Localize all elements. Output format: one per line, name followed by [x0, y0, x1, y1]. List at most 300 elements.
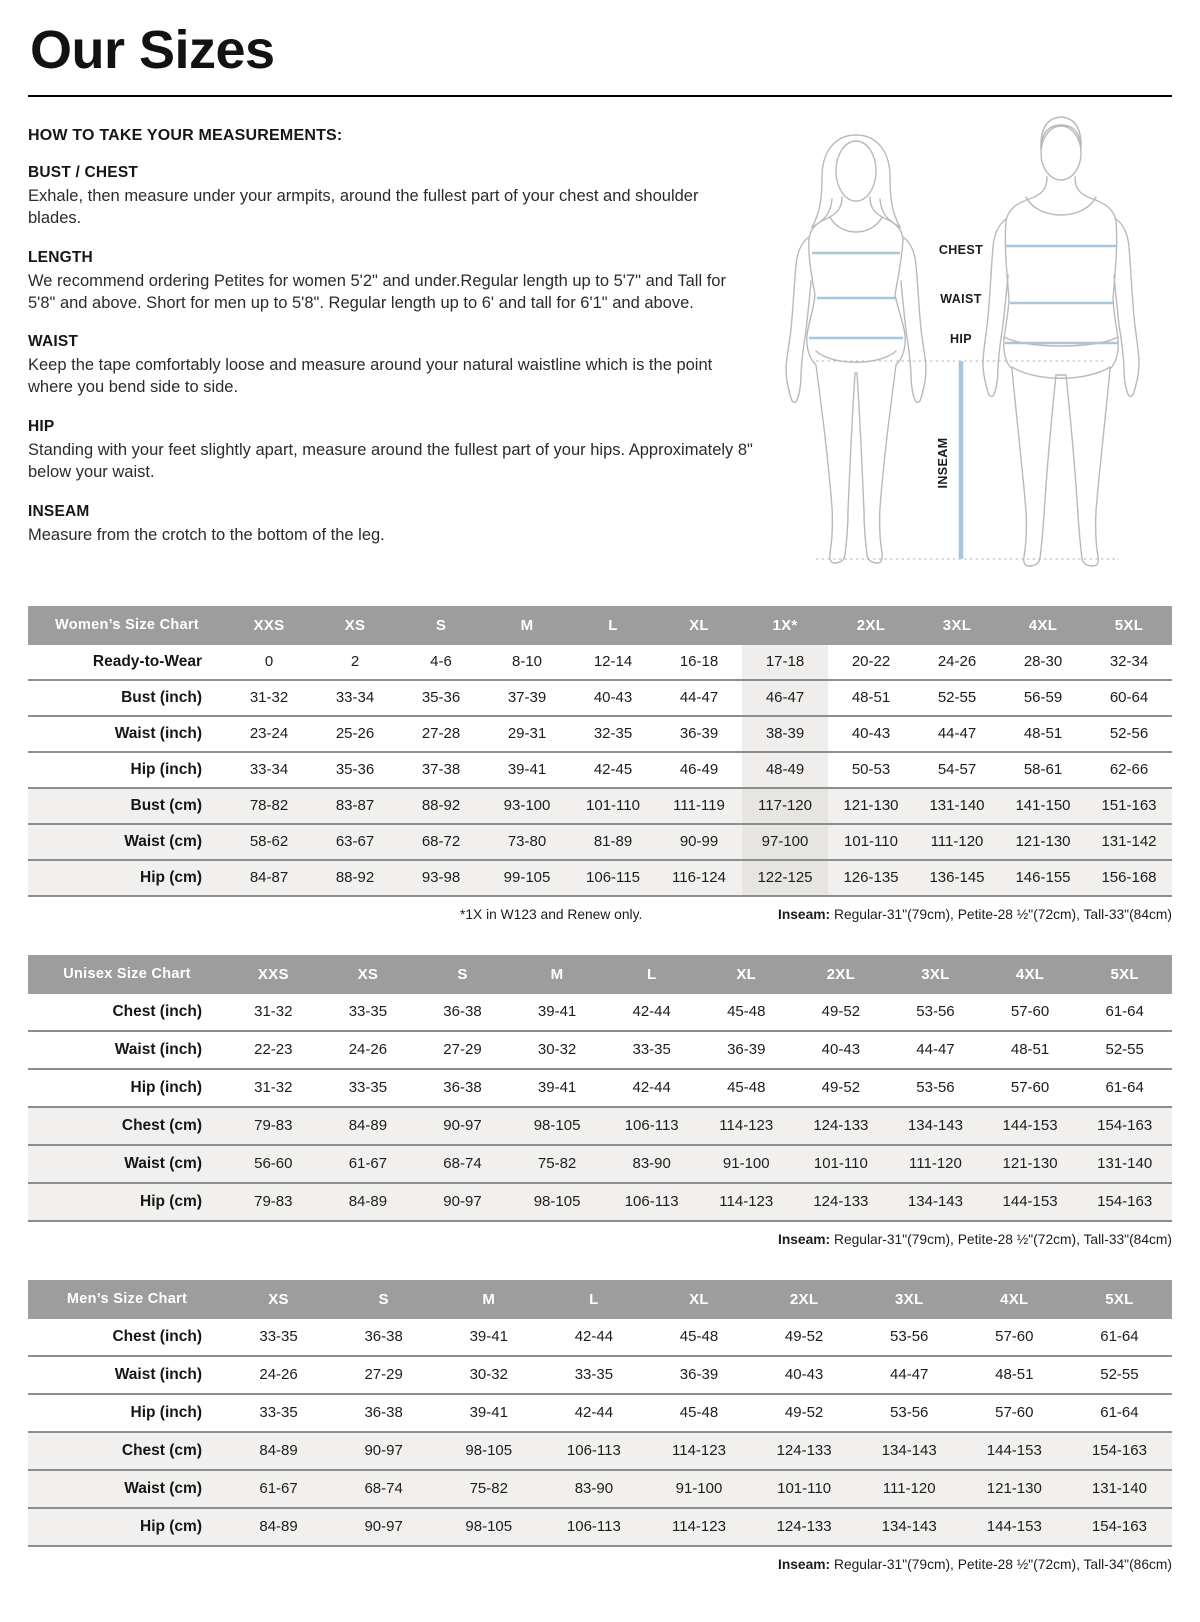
- size-cell: 68-74: [364, 1480, 403, 1498]
- size-cell: 12-14: [593, 653, 633, 671]
- size-cell: 97-100: [742, 824, 828, 860]
- size-column-header: S: [398, 606, 484, 645]
- size-column-header: 4XL: [962, 1280, 1067, 1319]
- size-cell: 114-123: [719, 1117, 774, 1135]
- size-cell: 58-61: [1023, 761, 1063, 779]
- table-footnote: [28, 907, 1172, 925]
- table-row: [28, 1508, 1172, 1546]
- size-cell: 50-53: [851, 761, 891, 779]
- row-label: Hip (cm): [140, 1517, 202, 1535]
- size-cell: 144-153: [1002, 1193, 1058, 1211]
- row-label: Waist (cm): [124, 1479, 202, 1497]
- womens-size-chart: [28, 606, 1172, 925]
- size-cell: 24-26: [348, 1041, 388, 1059]
- size-cell: 49-52: [784, 1404, 824, 1422]
- size-cell: 60-64: [1109, 689, 1149, 707]
- size-column-header: XS: [226, 1280, 331, 1319]
- size-cell: 39-41: [507, 761, 547, 779]
- size-cell: 124-133: [813, 1193, 869, 1211]
- chest-label: CHEST: [938, 242, 984, 257]
- size-column-header: M: [510, 955, 605, 994]
- size-column-header: 3XL: [888, 955, 983, 994]
- size-column-header: XS: [312, 606, 398, 645]
- table-row: [28, 1107, 1172, 1145]
- size-cell: 99-105: [503, 869, 551, 887]
- size-cell: 81-89: [593, 833, 633, 851]
- size-cell: 78-82: [249, 797, 289, 815]
- instruction-section: [28, 333, 768, 399]
- header-row: [28, 606, 1172, 645]
- size-column-header: 5XL: [1077, 955, 1172, 994]
- size-cell: 121-130: [1002, 1155, 1058, 1173]
- size-cell: 30-32: [537, 1041, 577, 1059]
- size-cell: 56-60: [254, 1155, 293, 1173]
- size-cell: 106-113: [624, 1117, 679, 1135]
- size-cell: 61-64: [1105, 1003, 1144, 1021]
- size-cell: 144-153: [1002, 1117, 1058, 1135]
- size-cell: 154-163: [1097, 1193, 1153, 1211]
- row-label: Chest (inch): [112, 1327, 202, 1345]
- title-divider: [28, 95, 1172, 97]
- size-column-header: XS: [321, 955, 416, 994]
- size-column-header: XL: [646, 1280, 751, 1319]
- size-column-header: 5XL: [1086, 606, 1172, 645]
- size-cell: 111-120: [909, 1155, 962, 1173]
- row-label: Waist (inch): [114, 724, 202, 742]
- size-cell: 79-83: [254, 1117, 293, 1135]
- size-cell: 40-43: [593, 689, 633, 707]
- size-cell: 30-32: [469, 1366, 508, 1384]
- size-cell: 45-48: [679, 1404, 719, 1422]
- size-column-header: S: [415, 955, 510, 994]
- size-cell: 36-38: [443, 1079, 482, 1097]
- size-cell: 73-80: [507, 833, 547, 851]
- size-cell: 35-36: [335, 761, 375, 779]
- size-cell: 27-28: [421, 725, 461, 743]
- row-label: Hip (inch): [130, 760, 202, 778]
- size-column-header: 2XL: [794, 955, 889, 994]
- size-cell: 39-41: [537, 1079, 577, 1097]
- table-row: [28, 860, 1172, 896]
- size-cell: 61-67: [348, 1155, 388, 1173]
- size-column-header: XL: [656, 606, 742, 645]
- table-footnote: [28, 1557, 1172, 1575]
- size-cell: 111-120: [930, 833, 984, 851]
- table-footnote: [28, 1232, 1172, 1250]
- size-cell: 33-35: [348, 1079, 388, 1097]
- footnote-inseam: Inseam: Regular-31"(79cm), Petite-28 ½"(72cm), Tall-34"(86cm): [777, 1556, 1172, 1572]
- size-cell: 88-92: [421, 797, 461, 815]
- instruction-body: Keep the tape comfortably loose and measure around your natural waistline which is the point where you bend side to side.: [28, 356, 713, 397]
- size-cell: 53-56: [916, 1003, 955, 1021]
- size-column-header: 1X*: [742, 606, 828, 645]
- footnote-inseam: Inseam: Regular-31"(79cm), Petite-28 ½"(72cm), Tall-33"(84cm): [777, 906, 1172, 922]
- size-cell: 98-105: [533, 1117, 581, 1135]
- size-cell: 39-41: [469, 1404, 508, 1422]
- instruction-title: HIP: [28, 418, 55, 436]
- size-cell: 83-90: [574, 1480, 614, 1498]
- size-cell: 79-83: [254, 1193, 293, 1211]
- size-column-header: XL: [699, 955, 794, 994]
- size-column-header: 4XL: [983, 955, 1078, 994]
- size-cell: 31-32: [254, 1079, 293, 1097]
- size-cell: 93-100: [503, 797, 551, 815]
- size-cell: 84-89: [348, 1117, 388, 1135]
- table-row: [28, 1031, 1172, 1069]
- size-cell: 36-38: [364, 1328, 403, 1346]
- size-cell: 8-10: [511, 653, 543, 671]
- size-cell: 39-41: [537, 1003, 577, 1021]
- inseam-label: INSEAM: [936, 437, 950, 489]
- size-cell: 32-34: [1109, 653, 1149, 671]
- size-cell: 62-66: [1109, 761, 1149, 779]
- size-cell: 27-29: [364, 1366, 403, 1384]
- size-cell: 38-39: [742, 716, 828, 752]
- size-cell: 131-140: [1097, 1155, 1153, 1173]
- size-cell: 44-47: [916, 1041, 955, 1059]
- size-cell: 134-143: [881, 1518, 937, 1536]
- size-cell: 126-135: [843, 869, 899, 887]
- size-column-header: S: [331, 1280, 436, 1319]
- row-label: Ready-to-Wear: [92, 652, 202, 670]
- size-cell: 46-49: [679, 761, 719, 779]
- size-cell: 28-30: [1023, 653, 1063, 671]
- instruction-title: BUST / CHEST: [28, 163, 139, 181]
- size-cell: 63-67: [335, 833, 375, 851]
- row-label: Chest (cm): [121, 1116, 202, 1134]
- size-cell: 56-59: [1023, 689, 1063, 707]
- footnote-inseam: Inseam: Regular-31"(79cm), Petite-28 ½"(72cm), Tall-33"(84cm): [777, 1231, 1172, 1247]
- size-cell: 154-163: [1091, 1518, 1147, 1536]
- table-row: [28, 680, 1172, 716]
- size-cell: 44-47: [890, 1366, 929, 1384]
- instruction-title: WAIST: [28, 333, 79, 351]
- unisex-size-chart: [28, 955, 1172, 1250]
- size-cell: 154-163: [1097, 1117, 1153, 1135]
- table-row: [28, 1145, 1172, 1183]
- size-cell: 29-31: [507, 725, 547, 743]
- size-cell: 144-153: [986, 1518, 1042, 1536]
- row-label: Hip (cm): [140, 868, 202, 886]
- how-to-heading: HOW TO TAKE YOUR MEASUREMENTS:: [28, 126, 343, 144]
- size-cell: 45-48: [727, 1079, 766, 1097]
- size-cell: 106-113: [624, 1193, 679, 1211]
- size-cell: 98-105: [465, 1518, 513, 1536]
- measurement-instructions: [28, 111, 768, 576]
- size-cell: 114-123: [672, 1518, 726, 1536]
- size-cell: 39-41: [469, 1328, 508, 1346]
- row-label: Waist (cm): [124, 832, 202, 850]
- size-column-header: 2XL: [752, 1280, 857, 1319]
- size-cell: 61-67: [259, 1480, 298, 1498]
- size-cell: 106-113: [566, 1518, 621, 1536]
- table-row: [28, 752, 1172, 788]
- page-title: Our Sizes: [30, 20, 275, 80]
- size-cell: 124-133: [776, 1442, 832, 1460]
- size-cell: 52-56: [1109, 725, 1149, 743]
- size-cell: 57-60: [995, 1328, 1034, 1346]
- size-cell: 111-119: [673, 797, 725, 815]
- row-label: Chest (inch): [112, 1002, 202, 1020]
- size-cell: 134-143: [907, 1193, 963, 1211]
- size-cell: 45-48: [727, 1003, 766, 1021]
- size-cell: 98-105: [465, 1442, 513, 1460]
- size-cell: 75-82: [537, 1155, 577, 1173]
- size-cell: 42-45: [593, 761, 633, 779]
- size-column-header: L: [570, 606, 656, 645]
- size-cell: 75-82: [469, 1480, 508, 1498]
- chart-title: Unisex Size Chart: [28, 955, 226, 994]
- size-cell: 48-51: [851, 689, 891, 707]
- instruction-body: Standing with your feet slightly apart, measure around the fullest part of your hips. Approximately 8" below your waist.: [28, 441, 753, 482]
- size-cell: 33-35: [348, 1003, 388, 1021]
- size-cell: 23-24: [249, 725, 289, 743]
- size-cell: 33-34: [249, 761, 289, 779]
- header-row: [28, 1280, 1172, 1319]
- size-cell: 114-123: [672, 1442, 726, 1460]
- row-label: Waist (inch): [114, 1365, 202, 1383]
- size-cell: 90-97: [443, 1193, 482, 1211]
- size-cell: 33-35: [574, 1366, 614, 1384]
- size-cell: 131-140: [1091, 1480, 1147, 1498]
- instruction-section: [28, 249, 768, 315]
- table-row: [28, 1356, 1172, 1394]
- size-cell: 42-44: [632, 1003, 671, 1021]
- size-cell: 116-124: [672, 869, 726, 887]
- size-cell: 154-163: [1091, 1442, 1147, 1460]
- size-cell: 24-26: [937, 653, 977, 671]
- instruction-body: Exhale, then measure under your armpits, around the fullest part of your chest and shoulder blades.: [28, 186, 699, 227]
- table-row: [28, 645, 1172, 680]
- measurement-figure-illustration: [774, 111, 1172, 576]
- size-cell: 61-64: [1100, 1328, 1139, 1346]
- table-row: [28, 994, 1172, 1031]
- hip-label: HIP: [949, 331, 973, 346]
- size-cell: 61-64: [1105, 1079, 1144, 1097]
- size-cell: 131-140: [929, 797, 985, 815]
- womens-table: [28, 606, 1172, 897]
- size-cell: 84-87: [249, 869, 289, 887]
- size-cell: 124-133: [776, 1518, 832, 1536]
- row-label: Hip (inch): [130, 1078, 202, 1096]
- size-cell: 156-168: [1101, 869, 1157, 887]
- size-cell: 48-51: [1010, 1041, 1050, 1059]
- size-cell: 57-60: [1010, 1079, 1050, 1097]
- size-cell: 49-52: [821, 1079, 861, 1097]
- size-column-header: 3XL: [914, 606, 1000, 645]
- size-cell: 151-163: [1101, 797, 1157, 815]
- size-cell: 46-47: [742, 680, 828, 716]
- size-cell: 57-60: [995, 1404, 1034, 1422]
- size-cell: 32-35: [593, 725, 633, 743]
- size-cell: 124-133: [813, 1117, 869, 1135]
- size-cell: 33-35: [259, 1328, 298, 1346]
- row-label: Waist (cm): [124, 1154, 202, 1172]
- size-column-header: 2XL: [828, 606, 914, 645]
- size-cell: 36-39: [679, 725, 719, 743]
- size-cell: 83-87: [335, 797, 375, 815]
- size-cell: 17-18: [742, 645, 828, 680]
- size-cell: 90-97: [364, 1518, 403, 1536]
- size-cell: 98-105: [533, 1193, 581, 1211]
- size-cell: 48-51: [1023, 725, 1063, 743]
- table-row: [28, 1319, 1172, 1356]
- chart-title: Women’s Size Chart: [28, 606, 226, 645]
- size-cell: 36-39: [679, 1366, 719, 1384]
- size-cell: 101-110: [586, 797, 640, 815]
- size-cell: 52-55: [1105, 1041, 1144, 1059]
- size-cell: 40-43: [821, 1041, 861, 1059]
- size-cell: 36-39: [727, 1041, 766, 1059]
- size-cell: 45-48: [679, 1328, 719, 1346]
- row-label: Chest (cm): [121, 1441, 202, 1459]
- row-label: Bust (cm): [130, 796, 202, 814]
- mens-table: [28, 1280, 1172, 1547]
- instruction-title: LENGTH: [28, 248, 93, 266]
- size-cell: 58-62: [249, 833, 289, 851]
- row-label: Waist (inch): [114, 1040, 202, 1058]
- size-column-header: L: [604, 955, 699, 994]
- size-cell: 121-130: [843, 797, 899, 815]
- size-cell: 68-74: [443, 1155, 482, 1173]
- table-row: [28, 1432, 1172, 1470]
- size-cell: 106-113: [566, 1442, 621, 1460]
- size-column-header: XXS: [226, 606, 312, 645]
- instruction-title: INSEAM: [28, 503, 90, 521]
- instruction-section: [28, 503, 768, 547]
- size-cell: 42-44: [632, 1079, 671, 1097]
- size-cell: 22-23: [254, 1041, 293, 1059]
- size-cell: 42-44: [574, 1328, 614, 1346]
- top-section: [28, 111, 1172, 576]
- size-column-header: 4XL: [1000, 606, 1086, 645]
- size-cell: 84-89: [259, 1442, 298, 1460]
- size-cell: 24-26: [259, 1366, 298, 1384]
- size-cell: 83-90: [632, 1155, 671, 1173]
- size-cell: 90-97: [443, 1117, 482, 1135]
- header-row: [28, 955, 1172, 994]
- size-cell: 36-38: [443, 1003, 482, 1021]
- size-column-header: L: [541, 1280, 646, 1319]
- size-cell: 101-110: [844, 833, 898, 851]
- size-cell: 37-38: [421, 761, 461, 779]
- size-cell: 122-125: [742, 860, 828, 896]
- size-cell: 111-120: [882, 1480, 936, 1498]
- instruction-body: We recommend ordering Petites for women 5'2" and under.Regular length up to 5'7" and Tall for 5'8" and above. Short for men up to 5'8". Regular length up to 6' and tall for 6'1" and above.: [28, 271, 726, 312]
- table-row: [28, 1183, 1172, 1221]
- chart-title: Men’s Size Chart: [28, 1280, 226, 1319]
- size-cell: 141-150: [1015, 797, 1071, 815]
- size-cell: 20-22: [851, 653, 891, 671]
- size-cell: 114-123: [719, 1193, 774, 1211]
- size-column-header: M: [484, 606, 570, 645]
- size-cell: 2: [350, 653, 360, 671]
- size-cell: 93-98: [421, 869, 461, 887]
- size-cell: 25-26: [335, 725, 375, 743]
- size-cell: 33-34: [335, 689, 375, 707]
- size-column-header: XXS: [226, 955, 321, 994]
- size-cell: 88-92: [335, 869, 375, 887]
- table-row: [28, 1394, 1172, 1432]
- waist-label: WAIST: [940, 291, 982, 306]
- table-row: [28, 788, 1172, 824]
- size-cell: 84-89: [259, 1518, 298, 1536]
- size-column-header: 5XL: [1067, 1280, 1172, 1319]
- size-cell: 42-44: [574, 1404, 614, 1422]
- size-cell: 36-38: [364, 1404, 403, 1422]
- size-cell: 146-155: [1015, 869, 1071, 887]
- size-cell: 52-55: [1100, 1366, 1139, 1384]
- size-cell: 48-49: [742, 752, 828, 788]
- instruction-section: [28, 418, 768, 484]
- table-row: [28, 1069, 1172, 1107]
- size-cell: 91-100: [675, 1480, 723, 1498]
- page: [0, 22, 1200, 1575]
- size-cell: 53-56: [890, 1328, 929, 1346]
- size-cell: 84-89: [348, 1193, 388, 1211]
- unisex-table: [28, 955, 1172, 1222]
- size-cell: 90-97: [364, 1442, 403, 1460]
- row-label: Bust (inch): [121, 688, 202, 706]
- size-cell: 53-56: [890, 1404, 929, 1422]
- table-row: [28, 1470, 1172, 1508]
- size-cell: 61-64: [1100, 1404, 1139, 1422]
- size-cell: 31-32: [249, 689, 289, 707]
- size-cell: 16-18: [679, 653, 719, 671]
- size-cell: 4-6: [430, 653, 452, 671]
- size-cell: 53-56: [916, 1079, 955, 1097]
- size-cell: 33-35: [632, 1041, 671, 1059]
- size-cell: 48-51: [995, 1366, 1034, 1384]
- size-cell: 134-143: [907, 1117, 963, 1135]
- size-cell: 144-153: [986, 1442, 1042, 1460]
- size-cell: 90-99: [679, 833, 719, 851]
- size-cell: 37-39: [507, 689, 547, 707]
- man-figure: [983, 117, 1139, 566]
- size-cell: 52-55: [937, 689, 977, 707]
- size-cell: 49-52: [784, 1328, 824, 1346]
- table-row: [28, 716, 1172, 752]
- instruction-section: [28, 164, 768, 230]
- size-cell: 31-32: [254, 1003, 293, 1021]
- size-cell: 131-142: [1101, 833, 1157, 851]
- size-cell: 35-36: [421, 689, 461, 707]
- size-cell: 134-143: [881, 1442, 937, 1460]
- size-cell: 44-47: [679, 689, 719, 707]
- footnote-asterisk-note: *1X in W123 and Renew only.: [460, 906, 643, 922]
- size-cell: 40-43: [784, 1366, 824, 1384]
- size-cell: 44-47: [937, 725, 977, 743]
- size-cell: 57-60: [1010, 1003, 1050, 1021]
- instruction-body: Measure from the crotch to the bottom of the leg.: [28, 526, 385, 545]
- size-cell: 121-130: [1015, 833, 1071, 851]
- instruction-sections: [28, 164, 768, 547]
- size-cell: 101-110: [813, 1155, 868, 1173]
- size-cell: 40-43: [851, 725, 891, 743]
- size-column-header: M: [436, 1280, 541, 1319]
- size-cell: 91-100: [722, 1155, 770, 1173]
- table-row: [28, 824, 1172, 860]
- size-cell: 49-52: [821, 1003, 861, 1021]
- size-cell: 101-110: [777, 1480, 832, 1498]
- size-cell: 117-120: [742, 788, 828, 824]
- size-cell: 54-57: [937, 761, 977, 779]
- size-cell: 27-29: [443, 1041, 482, 1059]
- mens-size-chart: [28, 1280, 1172, 1575]
- size-cell: 68-72: [421, 833, 461, 851]
- size-column-header: 3XL: [857, 1280, 962, 1319]
- size-cell: 136-145: [929, 869, 985, 887]
